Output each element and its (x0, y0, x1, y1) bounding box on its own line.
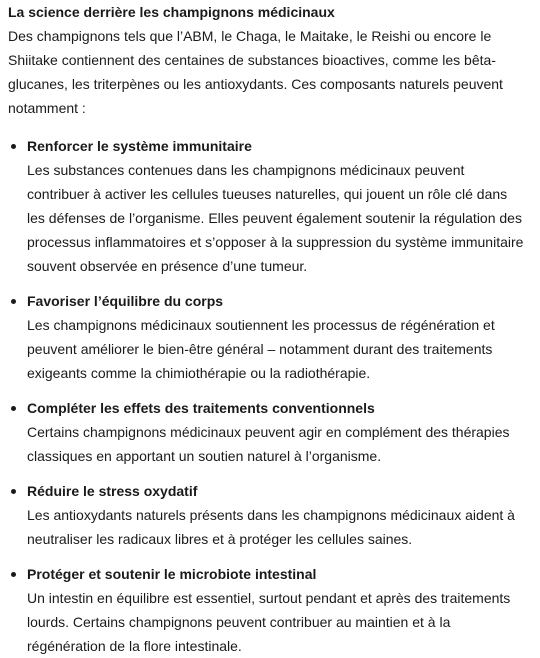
list-item-title: Favoriser l’équilibre du corps (27, 293, 224, 309)
list-item-conventional-treatments (8, 396, 528, 468)
list-item-title: Compléter les effets des traitements conventionnels (27, 400, 375, 416)
list-item-body-balance (8, 289, 528, 385)
list-item-text: Les antioxydants naturels présents dans les champignons médicinaux aident à neutraliser les radicaux libres et à protéger les cellules saines. (27, 507, 515, 547)
list-item-text: Un intestin en équilibre est essentiel, surtout pendant et après des traitements lourds. Certains champignons peuvent contribuer au maintien et à la régénération de la flore intestinale. (27, 590, 511, 654)
bullet-icon (11, 144, 16, 149)
list-item-text: Les substances contenues dans les champignons médicinaux peuvent contribuer à activer les cellules tueuses naturelles, qui jouent un rôle clé dans les défenses de l’organisme. Elles peuvent également soutenir la régulation des processus inflammatoires et s’opposer à la suppression du système immunitaire souvent observée en présence d’une tumeur. (27, 162, 524, 274)
list-item-title: Réduire le stress oxydatif (27, 483, 198, 499)
list-item-oxidative-stress (8, 479, 528, 551)
bullet-icon (11, 572, 16, 577)
list-item-gut-microbiota (8, 562, 528, 658)
bullet-icon (11, 299, 16, 304)
benefits-list (8, 134, 528, 658)
list-item-text: Les champignons médicinaux soutiennent les processus de régénération et peuvent améliorer le bien-être général – notamment durant des traitements exigeants comme la chimiothérapie ou la radiothérapie. (27, 317, 495, 381)
list-item-title: Renforcer le système immunitaire (27, 138, 252, 154)
section-heading: La science derrière les champignons médicinaux (8, 4, 335, 20)
list-item-immune-system (8, 134, 528, 278)
bullet-icon (11, 406, 16, 411)
bullet-icon (11, 489, 16, 494)
list-item-text: Certains champignons médicinaux peuvent agir en complément des thérapies classiques en apportant un soutien naturel à l’organisme. (27, 424, 510, 464)
intro-paragraph: Des champignons tels que l’ABM, le Chaga, le Maitake, le Reishi ou encore le Shiitake contiennent des centaines de substances bioactives, comme les bêta-glucanes, les triterpènes ou les antioxydants. Ces composants naturels peuvent notamment : (8, 28, 503, 116)
list-item-title: Protéger et soutenir le microbiote intestinal (27, 566, 317, 582)
